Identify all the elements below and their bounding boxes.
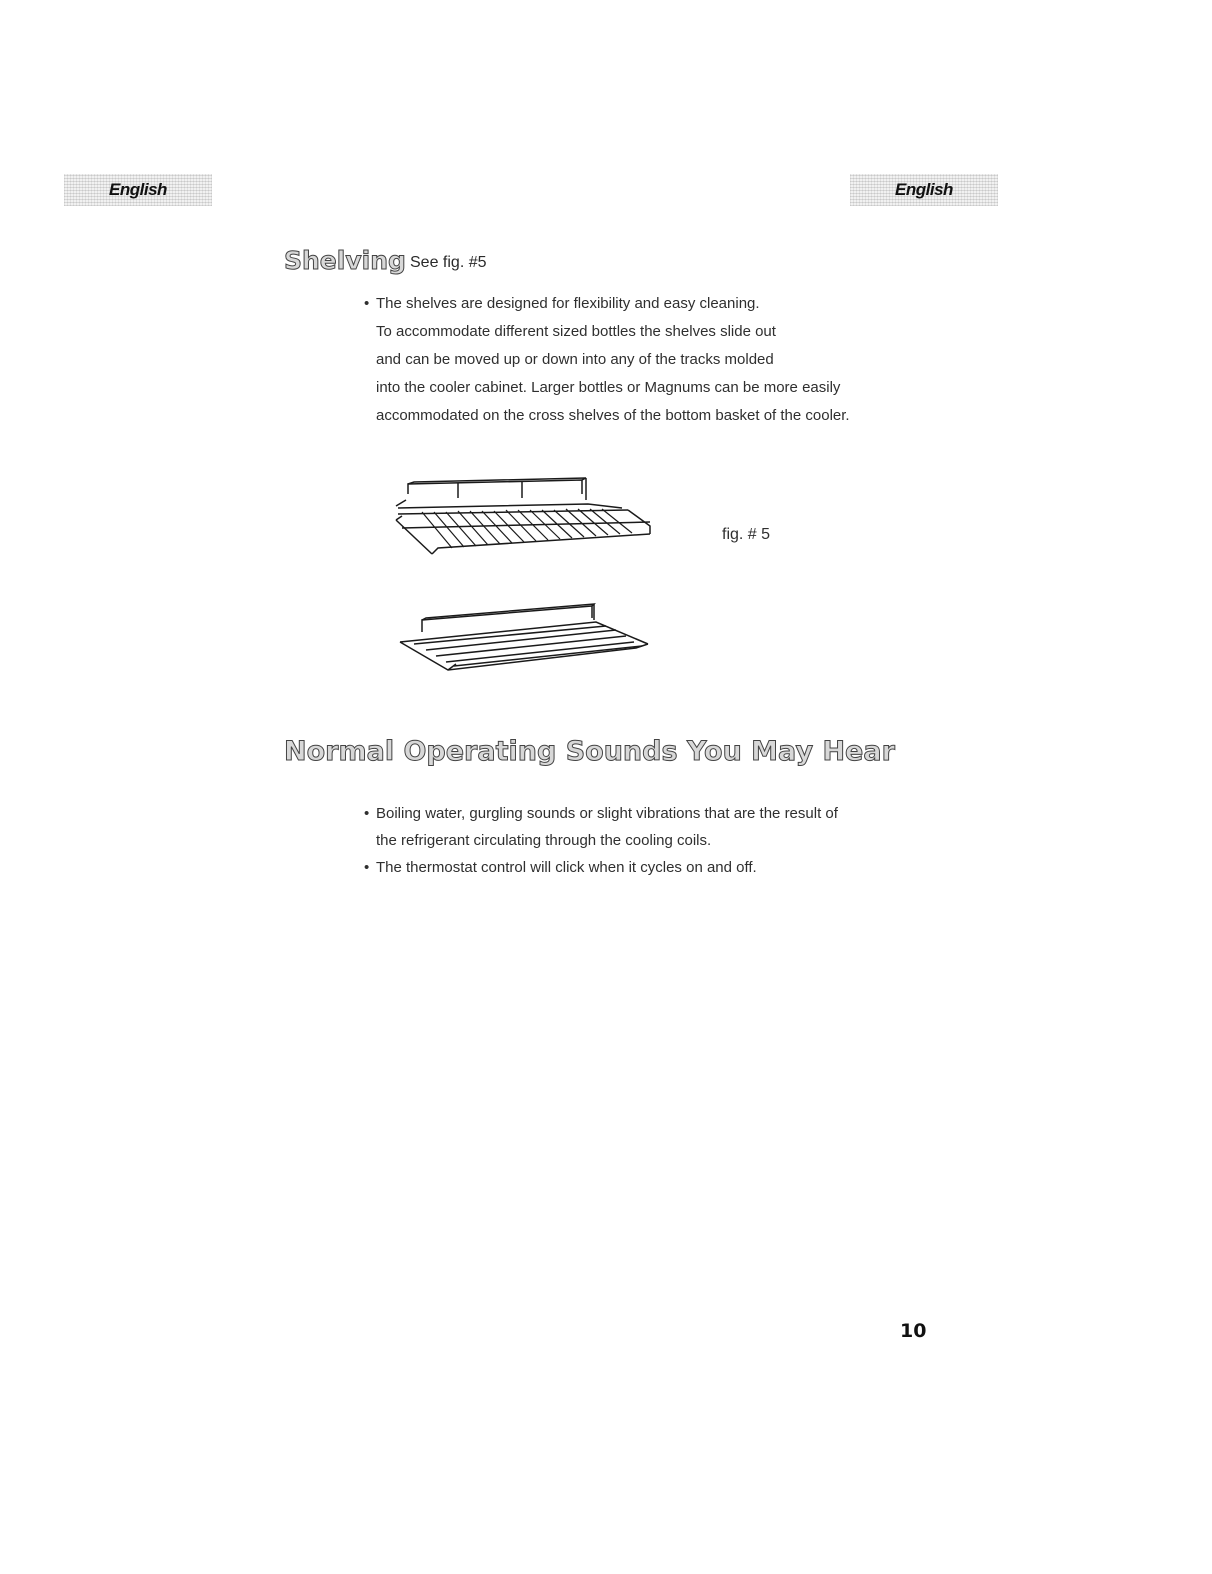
language-label-right: English	[895, 180, 953, 199]
wire-shelf-illustration	[392, 476, 658, 560]
sounds-heading: Normal Operating Sounds You May Hear	[284, 736, 895, 767]
shelving-line: and can be moved up or down into any of the tracks molded	[376, 351, 774, 368]
page-number: 10	[900, 1320, 927, 1342]
shelving-description	[364, 290, 944, 430]
language-tab-right	[850, 174, 998, 206]
shelving-line: accommodated on the cross shelves of the bottom basket of the cooler.	[376, 407, 850, 424]
language-tab-left	[64, 174, 212, 206]
flat-shelf-illustration	[396, 600, 654, 676]
sounds-bullet-item: • The thermostat control will click when it cycles on and off.	[364, 854, 944, 881]
shelving-line: To accommodate different sized bottles the shelves slide out	[376, 323, 776, 340]
sounds-list	[364, 800, 944, 881]
shelving-figure-reference: See fig. #5	[410, 254, 487, 271]
shelving-line: • The shelves are designed for flexibility and easy cleaning.	[364, 290, 944, 318]
sounds-bullet-item: • Boiling water, gurgling sounds or slight vibrations that are the result of	[364, 800, 944, 827]
figure-label: fig. # 5	[722, 526, 771, 543]
shelving-line: into the cooler cabinet. Larger bottles or Magnums can be more easily	[376, 379, 841, 396]
sounds-bullet-continuation: the refrigerant circulating through the cooling coils.	[376, 832, 712, 849]
shelving-heading: Shelving	[284, 246, 406, 275]
language-label-left: English	[109, 180, 167, 199]
